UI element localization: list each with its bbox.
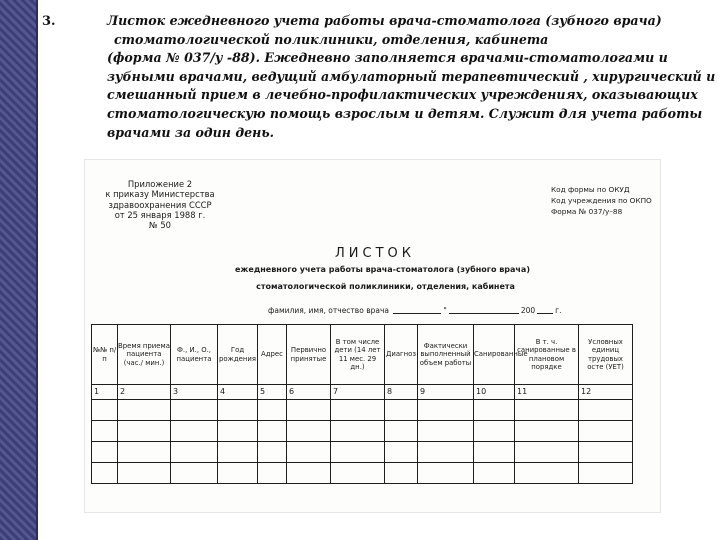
slide-description (107, 12, 716, 142)
column-number: 2 (118, 385, 171, 400)
work-record-table (91, 324, 633, 484)
column-header: Санированные (474, 325, 515, 385)
table-row (92, 442, 633, 463)
column-number: 4 (218, 385, 258, 400)
form-title: ЛИСТОК (335, 246, 415, 261)
table-row (92, 400, 633, 421)
date-suffix: г. (555, 306, 562, 315)
appendix-line: здравоохранения СССР (108, 199, 212, 210)
appendix-line: от 25 января 1988 г. (114, 209, 206, 220)
appendix-line: № 50 (148, 220, 172, 231)
form-code-line: Форма № 037/у–88 (551, 207, 623, 216)
column-header: Первично принятые (287, 325, 331, 385)
decorative-side-band (0, 0, 38, 540)
column-number-row (92, 385, 633, 400)
column-header: №№ п/п (92, 325, 118, 385)
form-subtitle: ежедневного учета работы врача-стоматолога (зубного врача) (235, 265, 530, 274)
column-number: 9 (418, 385, 474, 400)
column-header: В том числе дети (14 лет 11 мес. 29 дн.) (331, 325, 385, 385)
slide-text-line: стоматологическую помощь взрослым и детям. Служит для учета работы (107, 105, 703, 121)
column-number: 12 (579, 385, 633, 400)
date-blank (449, 313, 519, 314)
table-row (92, 421, 633, 442)
column-number: 1 (92, 385, 118, 400)
column-header: Время приема пациента (час./ мин.) (118, 325, 171, 385)
doctor-name-blank (393, 313, 441, 314)
column-number: 10 (474, 385, 515, 400)
doctor-name-line: фамилия, имя, отчество врача " 200 г. (268, 306, 562, 315)
scanned-form-image (85, 160, 660, 512)
column-number: 3 (171, 385, 218, 400)
slide-item-number: 3. (42, 14, 56, 29)
column-number: 11 (515, 385, 579, 400)
appendix-line: Приложение 2 (127, 179, 193, 189)
column-header: Адрес (258, 325, 287, 385)
slide-text-line: зубными врачами, ведущий амбулаторный терапевтический , хирургический и (107, 68, 716, 84)
form-subtitle: стоматологической поликлиники, отделения, кабинета (256, 282, 515, 291)
column-number: 8 (385, 385, 418, 400)
slide-text-line: смешанный прием в лечебно-профилактических учреждениях, оказывающих (107, 87, 698, 103)
column-header: В т. ч. санированные в плановом порядке (515, 325, 579, 385)
column-number: 6 (287, 385, 331, 400)
table-header-row (92, 325, 633, 385)
appendix-line: к приказу Министерства (105, 189, 215, 200)
column-header: Ф., И., О., пациента (171, 325, 218, 385)
doctor-name-label: фамилия, имя, отчество врача (268, 306, 389, 315)
form-code-line: Код учреждения по ОКПО (551, 196, 652, 205)
form-codes (551, 184, 661, 217)
slide-text-line: Листок ежедневного учета работы врача-стоматолога (зубного врача) (107, 13, 662, 28)
column-header: Фактически выполненный объем работы (418, 325, 474, 385)
column-number: 7 (331, 385, 385, 400)
table-row (92, 463, 633, 484)
year-blank (537, 313, 553, 314)
column-header: Год рождения (218, 325, 258, 385)
form-appendix-note (85, 179, 235, 230)
column-header: Диагноз (385, 325, 418, 385)
column-header: Условных единиц трудовых осте (УЕТ) (579, 325, 633, 385)
slide-text-line: (форма № 037/у -88). Ежедневно заполняется врачами-стоматологами и (107, 50, 668, 66)
slide-text-line: стоматологической поликлиники, отделения, кабинета (114, 31, 549, 47)
column-number: 5 (258, 385, 287, 400)
date-year: 200 (520, 306, 536, 315)
form-code-line: Код формы по ОКУД (551, 185, 630, 194)
slide-text-line: врачами за один день. (107, 124, 275, 140)
